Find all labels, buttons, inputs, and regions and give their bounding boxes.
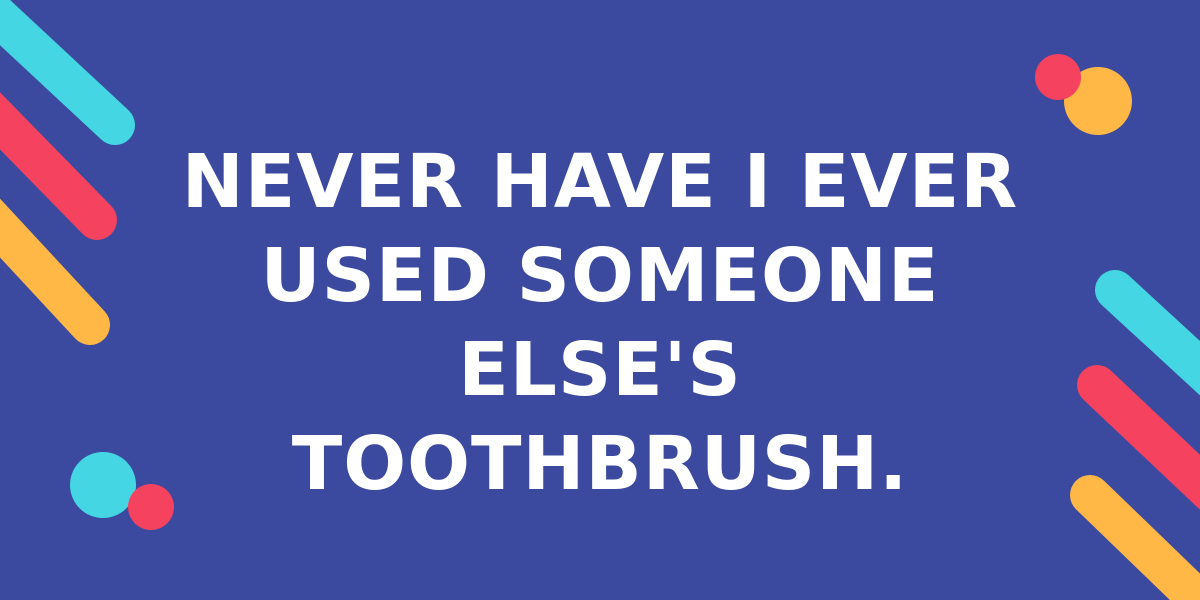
headline-text xyxy=(100,135,1100,511)
cyan-diagonal-bar-top-left xyxy=(0,0,115,125)
yellow-diagonal-bar-right xyxy=(1090,495,1200,600)
red-dot-top-right xyxy=(1035,54,1081,100)
headline-line: USED SOMEONE xyxy=(260,233,940,319)
headline-line: TOOTHBRUSH. xyxy=(291,421,909,507)
headline-line: ELSE'S xyxy=(458,327,742,413)
headline-line: NEVER HAVE I EVER xyxy=(181,139,1019,225)
